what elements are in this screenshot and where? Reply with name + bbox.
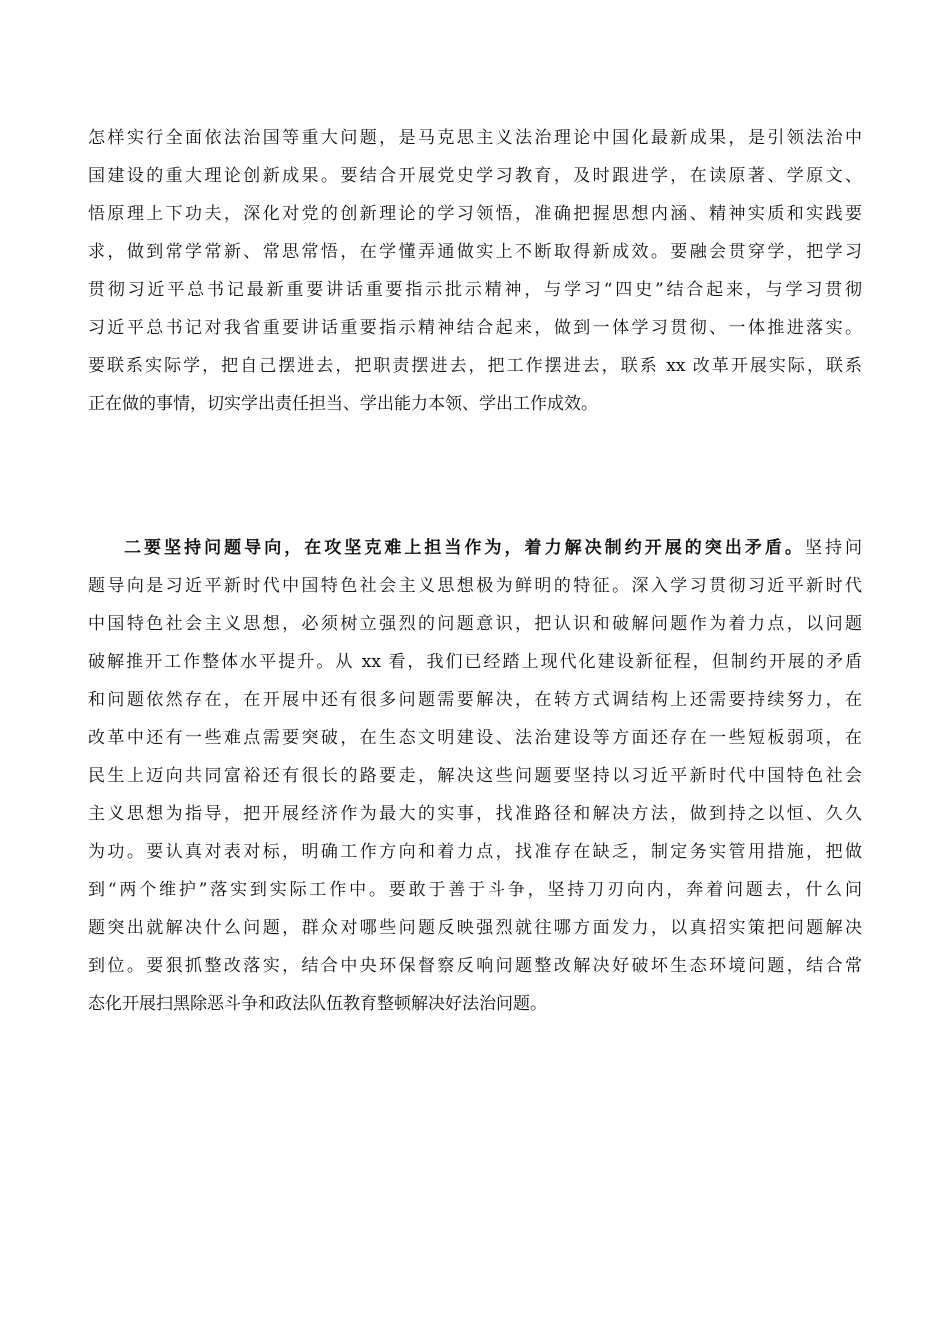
paragraph-line: 题导向是习近平新时代中国特色社会主义思想极为鲜明的特征。深入学习贯彻习近平新时代 (88, 576, 862, 596)
paragraph-line: 为功。要认真对表对标，明确工作方向和着力点，找准存在缺乏，制定务实管用措施，把做 (88, 842, 862, 862)
paragraph-line: 中国特色社会主义思想，必须树立强烈的问题意识，把认识和破解问题作为着力点，以问题 (88, 614, 862, 634)
paragraph-line: 悟原理上下功夫，深化对党的创新理论的学习领悟，准确把握思想内涵、精神实质和实践要 (88, 204, 862, 224)
paragraph-line: 求，做到常学常新、常思常悟，在学懂弄通做实上不断取得新成效。要融会贯穿学，把学习 (88, 242, 862, 262)
paragraph-line: 正在做的事情，切实学出责任担当、学出能力本领、学出工作成效。 (88, 394, 598, 414)
paragraph-2 (88, 529, 862, 1023)
heading-continuation: 坚持问 (804, 538, 862, 558)
paragraph-line: 国建设的重大理论创新成果。要结合开展党史学习教育，及时跟进学，在读原著、学原文、 (88, 166, 862, 186)
paragraph-line: 怎样实行全面依法治国等重大问题，是马克思主义法治理论中国化最新成果，是引领法治中 (88, 128, 862, 148)
paragraph-line: 习近平总书记对我省重要讲话重要指示精神结合起来，做到一体学习贯彻、一体推进落实。 (88, 318, 862, 338)
paragraph-line: 和问题依然存在，在开展中还有很多问题需要解决，在转方式调结构上还需要持续努力，在 (88, 690, 862, 710)
paragraph-line: 民生上迈向共同富裕还有很长的路要走，解决这些问题要坚持以习近平新时代中国特色社会 (88, 766, 862, 786)
paragraph-line: 态化开展扫黑除恶斗争和政法队伍教育整顿解决好法治问题。 (88, 994, 547, 1014)
paragraph-first-line (88, 529, 862, 567)
paragraph-line: 要联系实际学，把自己摆进去，把职责摆进去，把工作摆进去，联系 xx 改革开展实际，联系 (88, 356, 862, 376)
paragraph-line: 贯彻习近平总书记最新重要讲话重要指示批示精神，与学习“四史”结合起来，与学习贯彻 (88, 280, 862, 300)
paragraph-line: 题突出就解决什么问题，群众对哪些问题反映强烈就往哪方面发力，以真招实策把问题解决 (88, 918, 862, 938)
section-heading: 二要坚持问题导向，在攻坚克难上担当作为，着力解决制约开展的突出矛盾。 (124, 538, 805, 558)
paragraph-line: 主义思想为指导，把开展经济作为最大的实事，找准路径和解决方法，做到持之以恒、久久 (88, 804, 862, 824)
paragraph-line: 到“两个维护”落实到实际工作中。要敢于善于斗争，坚持刀刃向内，奔着问题去，什么问 (88, 880, 862, 900)
paragraph-1 (88, 119, 862, 423)
paragraph-line: 到位。要狠抓整改落实，结合中央环保督察反响问题整改解决好破坏生态环境问题，结合常 (88, 956, 862, 976)
paragraph-line: 改革中还有一些难点需要突破，在生态文明建设、法治建设等方面还存在一些短板弱项，在 (88, 728, 862, 748)
paragraph-line: 破解推开工作整体水平提升。从 xx 看，我们已经踏上现代化建设新征程，但制约开展的矛盾 (88, 652, 862, 672)
